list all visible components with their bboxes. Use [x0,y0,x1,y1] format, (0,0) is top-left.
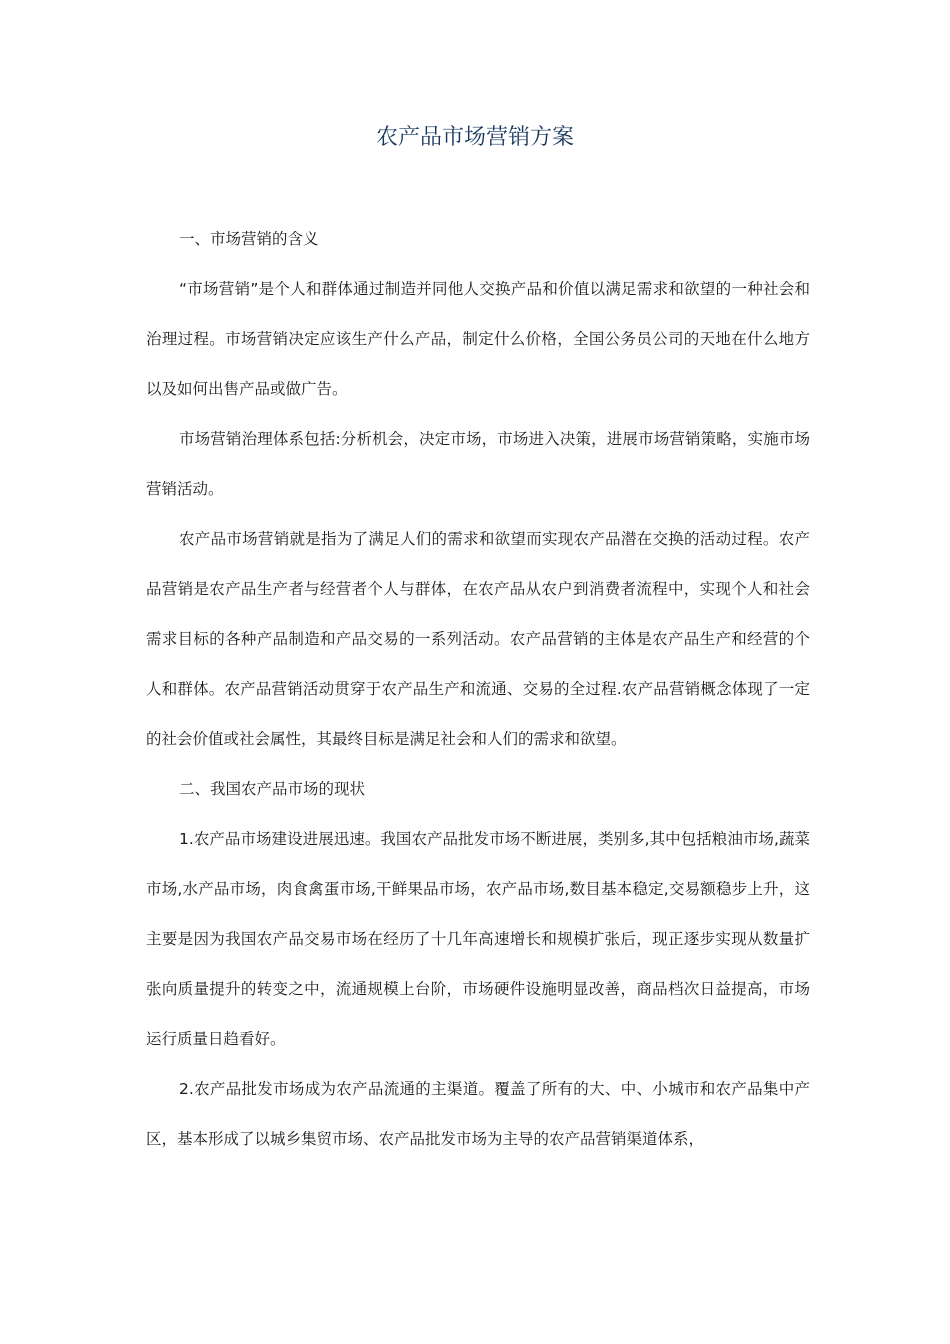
paragraph: 1.农产品市场建设进展迅速。我国农产品批发市场不断进展，类别多,其中包括粮油市场,蔬菜市场,水产品市场，肉食禽蛋市场,干鲜果品市场，农产品市场,数目基本稳定,交易额稳步上升，这主要是因为我国农产品交易市场在经历了十几年高速增长和规模扩张后，现正逐步实现从数量扩张向质量提升的转变之中，流通规模上台阶，市场硬件设施明显改善，商品档次日益提高，市场运行质量日趋看好。 [146,830,810,1048]
document-title: 农产品市场营销方案 [375,125,574,150]
paragraph: 2.农产品批发市场成为农产品流通的主渠道。覆盖了所有的大、中、小城市和农产品集中产区，基本形成了以城乡集贸市场、农产品批发市场为主导的农产品营销渠道体系， [146,1080,810,1148]
paragraph: 市场营销治理体系包括:分析机会，决定市场，市场进入决策，进展市场营销策略，实施市场营销活动。 [146,430,810,498]
section-heading-1: 一、市场营销的含义 [179,230,319,248]
section-heading-2: 二、我国农产品市场的现状 [179,780,366,798]
document-body [146,214,810,1164]
paragraph: “市场营销”是个人和群体通过制造并同他人交换产品和价值以满足需求和欲望的一种社会和治理过程。市场营销决定应该生产什么产品，制定什么价格，全国公务员公司的天地在什么地方以及如何出售产品或做广告。 [146,280,810,398]
paragraph: 农产品市场营销就是指为了满足人们的需求和欲望而实现农产品潜在交换的活动过程。农产品营销是农产品生产者与经营者个人与群体，在农产品从农户到消费者流程中，实现个人和社会需求目标的各种产品制造和产品交易的一系列活动。农产品营销的主体是农产品生产和经营的个人和群体。农产品营销活动贯穿于农产品生产和流通、交易的全过程.农产品营销概念体现了一定的社会价值或社会属性，其最终目标是满足社会和人们的需求和欲望。 [146,530,810,748]
